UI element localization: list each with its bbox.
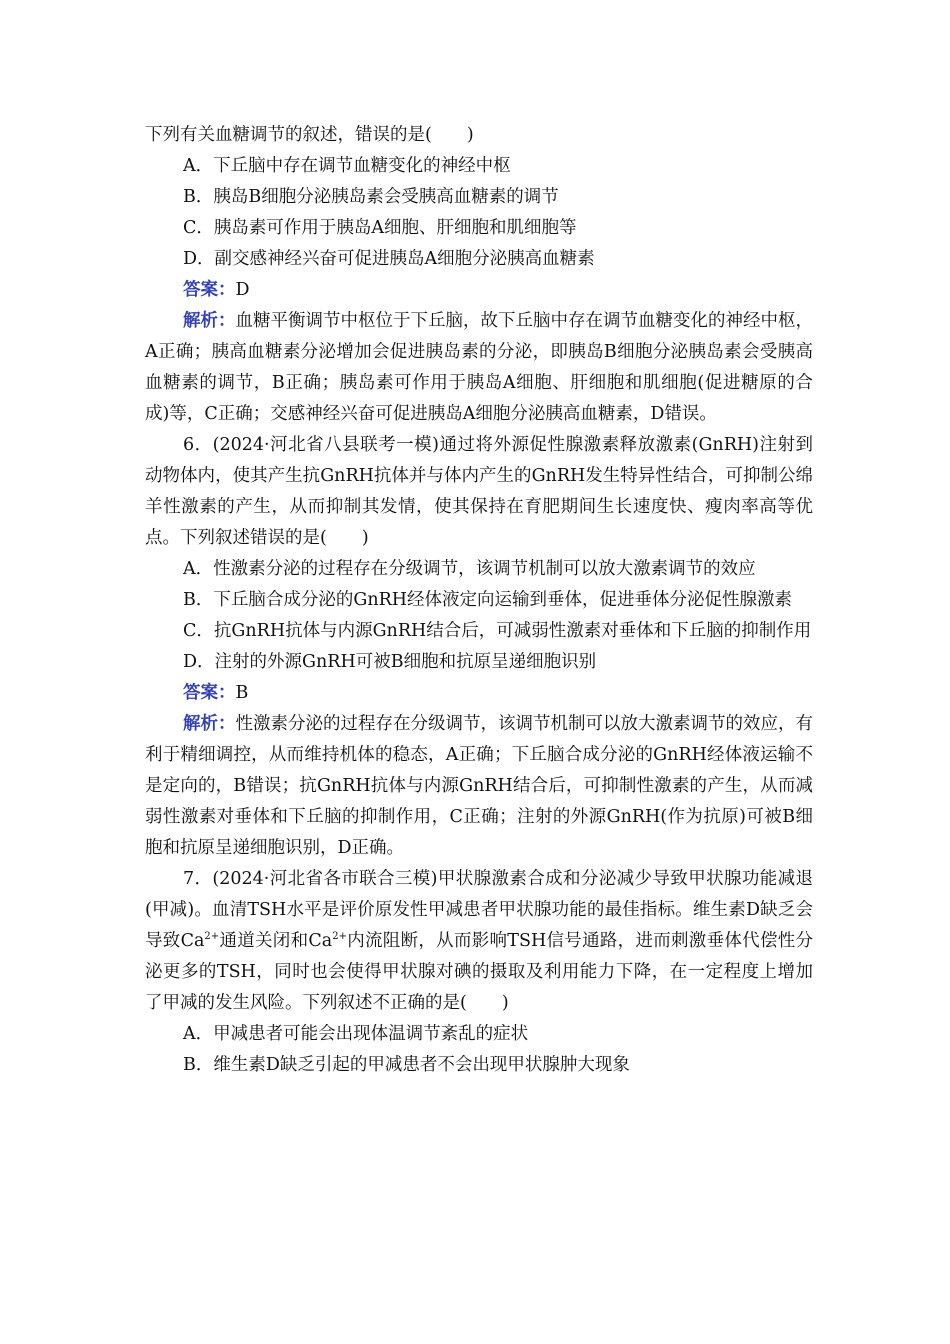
answer-value: B	[235, 683, 249, 703]
q5-answer	[145, 275, 813, 306]
answer-label: 答案：	[183, 280, 236, 300]
q5-analysis	[145, 306, 813, 430]
q7-stem-part-3: 内流阻断，从而影响TSH信号通路，进而刺激垂体代偿性分泌更多的TSH，同时也会使得甲状腺对碘的摄取及利用能力下降，在一定程度上增加了甲减的发生风险。下列叙述不正确的是( )	[145, 931, 814, 1013]
analysis-label: 解析：	[183, 311, 236, 331]
q5-option-a: A．下丘脑中存在调节血糖变化的神经中枢	[183, 156, 511, 176]
analysis-label: 解析：	[183, 714, 236, 734]
superscript: 2+	[204, 931, 220, 942]
q7-option-a: A．甲减患者可能会出现体温调节紊乱的症状	[183, 1024, 529, 1044]
answer-value: D	[235, 280, 250, 300]
q7-stem-part-2: 通道关闭和Ca	[219, 931, 333, 951]
q5-option-d: D．副交感神经兴奋可促进胰岛A细胞分泌胰高血糖素	[183, 249, 595, 269]
document-page	[145, 120, 813, 1081]
q6-analysis	[145, 709, 813, 864]
analysis-text: 血糖平衡调节中枢位于下丘脑，故下丘脑中存在调节血糖变化的神经中枢，A正确；胰高血糖素分泌增加会促进胰岛素的分泌，即胰岛B细胞分泌胰岛素会受胰高血糖素的调节，B正确；胰岛素可作用于胰岛A细胞、肝细胞和肌细胞(促进糖原的合成)等，C正确；交感神经兴奋可促进胰岛A细胞分泌胰高血糖素，D错误。	[145, 311, 813, 424]
analysis-text: 性激素分泌的过程存在分级调节，该调节机制可以放大激素调节的效应，有利于精细调控，从而维持机体的稳态，A正确；下丘脑合成分泌的GnRH经体液运输不是定向的，B错误；抗GnRH抗体与内源GnRH结合后，可抑制性激素的产生，从而减弱性激素对垂体和下丘脑的抑制作用，C正确；注射的外源GnRH(作为抗原)可被B细胞和抗原呈递细胞识别，D正确。	[145, 714, 813, 858]
q6-stem: 6．(2024·河北省八县联考一模)通过将外源促性腺激素释放激素(GnRH)注射到动物体内，使其产生抗GnRH抗体并与体内产生的GnRH发生特异性结合，可抑制公绵羊性激素的产生，从而抑制其发情，使其保持在育肥期间生长速度快、瘦肉率高等优点。下列叙述错误的是( )	[145, 435, 813, 548]
q7-stem	[145, 864, 813, 1019]
answer-label: 答案：	[183, 683, 236, 703]
q7-option-b: B．维生素D缺乏引起的甲减患者不会出现甲状腺肿大现象	[183, 1055, 630, 1075]
q6-option-c: C．抗GnRH抗体与内源GnRH结合后，可减弱性激素对垂体和下丘脑的抑制作用	[183, 621, 812, 641]
q6-option-b: B．下丘脑合成分泌的GnRH经体液定向运输到垂体，促进垂体分泌促性腺激素	[183, 590, 793, 610]
q6-option-d: D．注射的外源GnRH可被B细胞和抗原呈递细胞识别	[183, 652, 597, 672]
q5-stem: 下列有关血糖调节的叙述，错误的是( )	[145, 125, 474, 145]
superscript: 2+	[332, 931, 347, 942]
q6-answer	[145, 678, 813, 709]
q5-option-c: C．胰岛素可作用于胰岛A细胞、肝细胞和肌细胞等	[183, 218, 577, 238]
q5-option-b: B．胰岛B细胞分泌胰岛素会受胰高血糖素的调节	[183, 187, 559, 207]
q6-option-a: A．性激素分泌的过程存在分级调节，该调节机制可以放大激素调节的效应	[183, 559, 756, 579]
q7-stem-part-1: 7．(2024·河北省各市联合三模)甲状腺激素合成和分泌减少导致甲状腺功能减退(甲减)。血清TSH水平是评价原发性甲减患者甲状腺功能的最佳指标。维生素D缺乏会导致Ca	[145, 869, 813, 951]
